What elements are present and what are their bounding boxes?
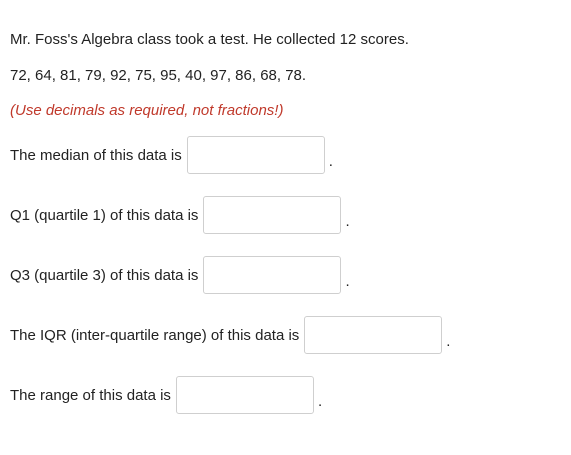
median-period: . (328, 153, 333, 170)
iqr-period: . (446, 333, 451, 350)
score-list: 72, 64, 81, 79, 92, 75, 95, 40, 97, 86, 68, 78. (10, 67, 307, 84)
q1-answer-input[interactable] (203, 196, 341, 234)
range-question (10, 376, 322, 414)
q1-period: . (345, 213, 350, 230)
q3-question (10, 256, 350, 294)
instruction-note: (Use decimals as required, not fractions!) (10, 102, 284, 119)
q1-question (10, 196, 350, 234)
median-question (10, 136, 333, 174)
range-period: . (317, 393, 323, 410)
q3-period: . (345, 273, 350, 290)
range-answer-input[interactable] (176, 376, 314, 414)
iqr-question (10, 316, 450, 354)
q1-label: Q1 (quartile 1) of this data is (10, 206, 199, 224)
median-label: The median of this data is (10, 146, 182, 164)
q3-label: Q3 (quartile 3) of this data is (10, 266, 199, 284)
iqr-answer-input[interactable] (304, 316, 442, 354)
problem-intro: Mr. Foss's Algebra class took a test. He collected 12 scores. (10, 31, 409, 48)
iqr-label: The IQR (inter-quartile range) of this data is (10, 326, 300, 344)
median-answer-input[interactable] (187, 136, 325, 174)
range-label: The range of this data is (10, 386, 171, 404)
question-page (10, 0, 571, 455)
q3-answer-input[interactable] (203, 256, 341, 294)
